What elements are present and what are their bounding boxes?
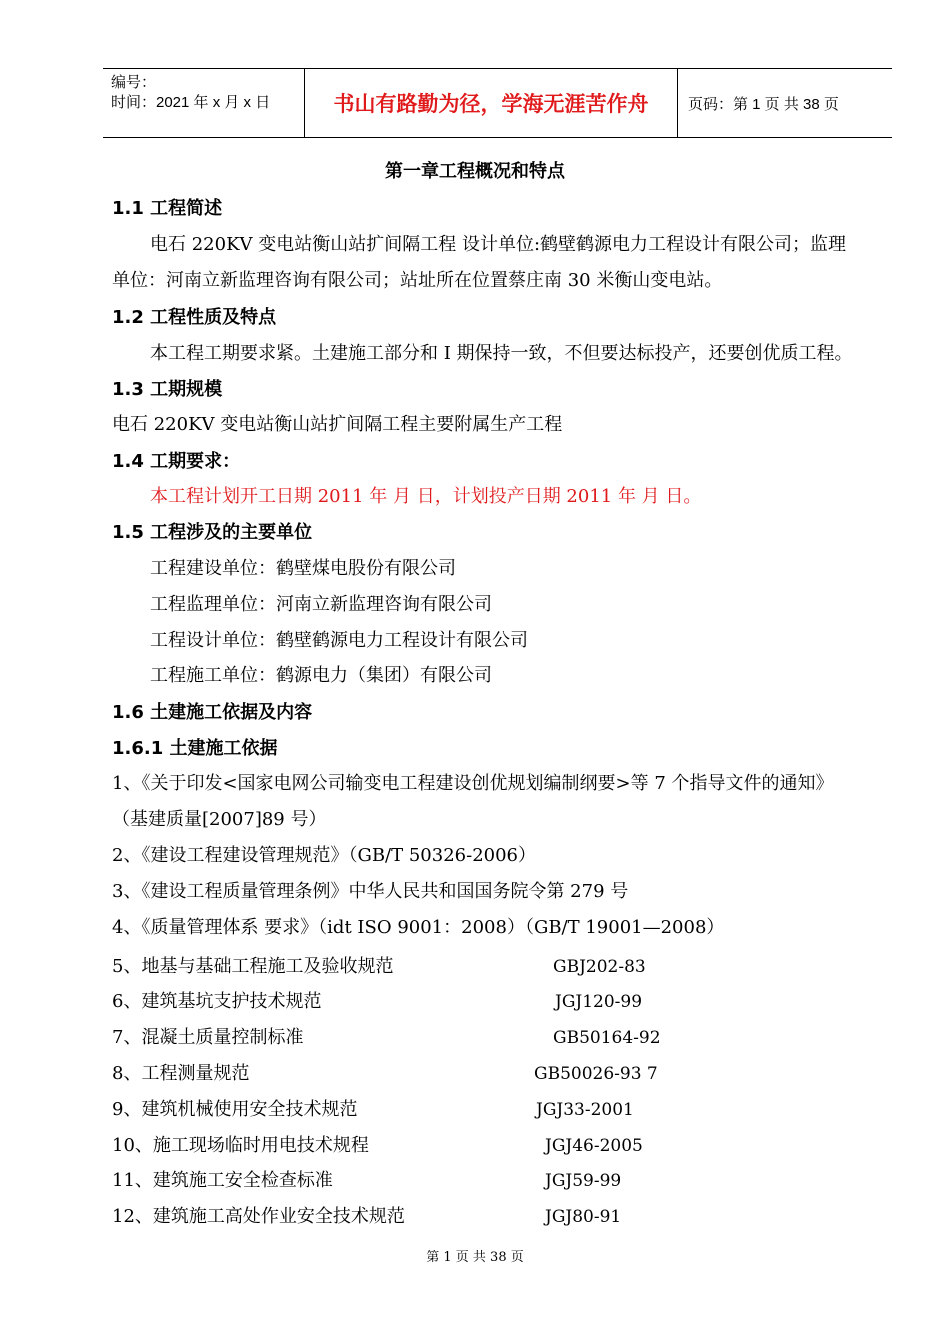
- standard-name: 6、建筑基坑支护技术规范: [112, 991, 322, 1012]
- standard-name: 7、混凝土质量控制标准: [112, 1027, 304, 1048]
- section-heading-1-2: 1.2 工程性质及特点: [112, 307, 277, 328]
- standard-name: 5、地基与基础工程施工及验收规范: [112, 956, 394, 977]
- time-label: 时间：2021 年 x 月 x 日: [111, 94, 271, 111]
- section-heading-1-4: 1.4 工期要求：: [112, 451, 241, 472]
- standard-name: 11、建筑施工安全检查标准: [112, 1170, 333, 1191]
- header-motto: 书山有路勤为径，学海无涯苦作舟: [304, 69, 678, 137]
- standard-code: JGJ80-91: [545, 1207, 622, 1227]
- standard-name: 12、建筑施工高处作业安全技术规范: [112, 1206, 405, 1227]
- standard-code: GB50164-92: [553, 1028, 661, 1048]
- reference-item: 4、《质量管理体系 要求》（idt ISO 9001：2008）（GB/T 19001—2008）: [112, 917, 725, 938]
- paragraph: 本工程工期要求紧。土建施工部分和 I 期保持一致，不但要达标投产，还要创优质工程。: [150, 343, 853, 364]
- reference-item: 2、《建设工程建设管理规范》（GB/T 50326-2006）: [112, 845, 537, 866]
- unit-item: 工程施工单位：鹤源电力（集团）有限公司: [150, 665, 492, 686]
- number-label: 编号：: [111, 74, 157, 91]
- standard-name: 9、建筑机械使用安全技术规范: [112, 1099, 358, 1120]
- page-header: [103, 68, 892, 138]
- unit-item: 工程建设单位：鹤壁煤电股份有限公司: [150, 558, 456, 579]
- page-footer: 第 1 页 共 38 页: [426, 1250, 524, 1265]
- reference-item: （基建质量[2007]89 号）: [112, 809, 327, 830]
- standard-code: JGJ59-99: [545, 1171, 622, 1191]
- reference-item: 1、《关于印发<国家电网公司输变电工程建设创优规划编制纲要>等 7 个指导文件的通知》: [112, 773, 834, 794]
- standard-code: GBJ202-83: [553, 957, 646, 977]
- standard-name: 8、工程测量规范: [112, 1063, 250, 1084]
- reference-item: 3、《建设工程质量管理条例》中华人民共和国国务院令第 279 号: [112, 881, 629, 902]
- unit-item: 工程设计单位：鹤壁鹤源电力工程设计有限公司: [150, 630, 528, 651]
- schedule-paragraph: 本工程计划开工日期 2011 年 月 日，计划投产日期 2011 年 月 日。: [150, 486, 702, 507]
- standard-code: JGJ46-2005: [545, 1136, 643, 1156]
- chapter-title: 第一章工程概况和特点: [385, 161, 565, 182]
- section-heading-1-6-1: 1.6.1 土建施工依据: [112, 738, 278, 759]
- header-meta: [103, 69, 304, 137]
- standard-code: GB50026-93 7: [534, 1064, 658, 1084]
- paragraph: 单位：河南立新监理咨询有限公司；站址所在位置蔡庄南 30 米衡山变电站。: [112, 270, 723, 291]
- standard-name: 10、施工现场临时用电技术规程: [112, 1135, 369, 1156]
- standard-code: JGJ33-2001: [536, 1100, 634, 1120]
- header-page-info: 页码：第 1 页 共 38 页: [688, 95, 839, 113]
- standard-code: JGJ120-99: [555, 992, 643, 1012]
- paragraph: 电石 220KV 变电站衡山站扩间隔工程 设计单位:鹤壁鹤源电力工程设计有限公司；监理: [150, 234, 847, 255]
- unit-item: 工程监理单位：河南立新监理咨询有限公司: [150, 594, 492, 615]
- section-heading-1-1: 1.1 工程简述: [112, 198, 223, 219]
- section-heading-1-6: 1.6 土建施工依据及内容: [112, 702, 313, 723]
- section-heading-1-3: 1.3 工期规模: [112, 379, 223, 400]
- paragraph: 电石 220KV 变电站衡山站扩间隔工程主要附属生产工程: [112, 414, 563, 435]
- section-heading-1-5: 1.5 工程涉及的主要单位: [112, 522, 313, 543]
